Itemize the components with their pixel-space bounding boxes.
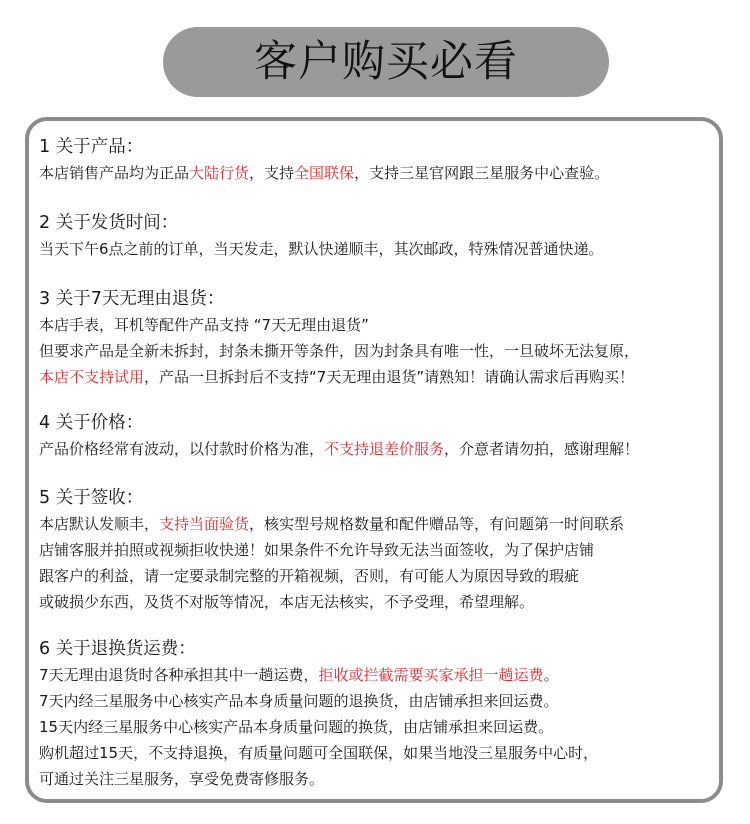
highlight-text: 支持当面验货 — [159, 515, 250, 533]
body-text: ，核实型号规格数量和配件赠品等，有问题第一时间联系 — [249, 515, 625, 533]
section-heading: 6 关于退换货运费： — [39, 639, 196, 659]
notice-section — [39, 636, 729, 792]
body-text: 15天内经三星服务中心核实产品本身质量问题的换货，由店铺承担来回运费。 — [39, 718, 554, 736]
section-line — [39, 312, 729, 338]
body-text: ，产品一旦拆封后不支持“7天无理由退货”请熟知！请确认需求后再购买！ — [144, 368, 635, 386]
body-text: 店铺客服并拍照或视频拒收快递！如果条件不允许导致无法当面签收，为了保护店铺 — [39, 541, 595, 559]
body-text: 可通过关注三星服务，享受免费寄修服务。 — [39, 770, 325, 788]
section-line — [39, 766, 729, 792]
body-text: 但要求产品是全新未拆封，封条未撕开等条件，因为封条具有唯一性，一旦破坏无法复原， — [39, 342, 640, 360]
body-text: 7天内经三星服务中心核实产品本身质量问题的退换货，由店铺承担来回运费。 — [39, 692, 559, 710]
body-text: 本店销售产品均为正品 — [39, 164, 190, 182]
notice-section — [39, 485, 729, 615]
highlight-text: 不支持退差价服务 — [324, 440, 445, 458]
section-line — [39, 563, 729, 589]
body-text: 本店默认发顺丰， — [39, 515, 160, 533]
page-title: 客户购买必看 — [254, 36, 518, 87]
body-text: 跟客户的利益，请一定要录制完整的开箱视频，否则，有可能人为原因导致的瑕疵 — [39, 567, 580, 585]
body-text: 当天下午6点之前的订单，当天发走，默认快递顺丰，其次邮政，特殊情况普通快递。 — [39, 240, 604, 258]
body-text: 产品价格经常有波动，以付款时价格为准， — [39, 440, 325, 458]
title-banner — [163, 27, 609, 97]
body-text: ，支持 — [249, 164, 295, 182]
section-line — [39, 160, 729, 186]
section-line — [39, 589, 729, 615]
highlight-text: 大陆行货 — [189, 164, 250, 182]
body-text: 本店手表，耳机等配件产品支持 “7天无理由退货” — [39, 316, 369, 334]
body-text: 或破损少东西，及货不对版等情况，本店无法核实，不予受理，希望理解。 — [39, 593, 535, 611]
highlight-text: 本店不支持试用 — [39, 368, 145, 386]
body-text: 购机超过15天，不支持退换，有质量问题可全国联保，如果当地没三星服务中心时， — [39, 744, 599, 762]
highlight-text: 拒收或拦截需要买家承担一趟运费 — [318, 666, 544, 684]
section-line — [39, 714, 729, 740]
section-line — [39, 511, 729, 537]
section-heading: 1 关于产品： — [39, 137, 144, 157]
body-text: ，支持三星官网跟三星服务中心查验。 — [354, 164, 610, 182]
section-line — [39, 662, 729, 688]
notice-section — [39, 286, 729, 390]
section-line — [39, 338, 729, 364]
section-heading: 5 关于签收： — [39, 488, 144, 508]
section-heading: 3 关于7天无理由退货： — [39, 289, 225, 309]
notice-section — [39, 410, 729, 462]
section-line — [39, 688, 729, 714]
highlight-text: 全国联保 — [294, 164, 355, 182]
section-line — [39, 740, 729, 766]
notice-section — [39, 134, 729, 186]
notice-section — [39, 210, 729, 262]
section-line — [39, 236, 729, 262]
section-line — [39, 364, 729, 390]
body-text: 。 — [543, 666, 559, 684]
body-text: ，介意者请勿拍，感谢理解！ — [444, 440, 640, 458]
section-line — [39, 537, 729, 563]
section-heading: 2 关于发货时间： — [39, 213, 179, 233]
body-text: 7天无理由退货时各种承担其中一趟运费， — [39, 666, 319, 684]
section-heading: 4 关于价格： — [39, 413, 144, 433]
section-line — [39, 436, 729, 462]
